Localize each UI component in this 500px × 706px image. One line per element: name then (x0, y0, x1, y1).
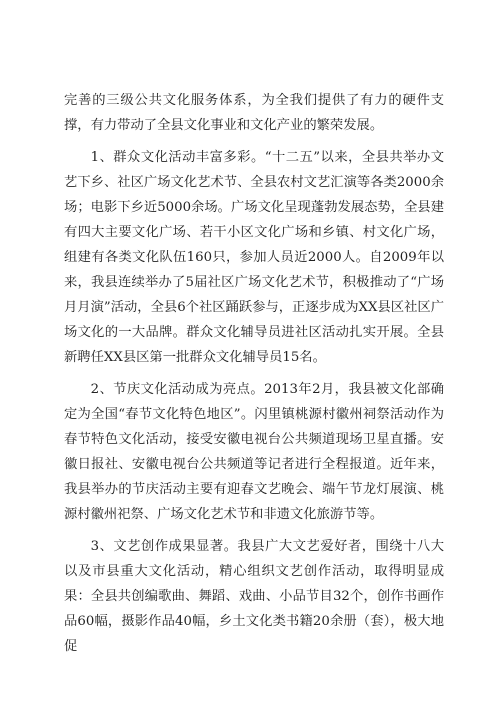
paragraph-festival-culture: 2、节庆文化活动成为亮点。2013年2月，我县被文化部确定为全国“春节文化特色地区”。闪里镇桃源村徽州祠祭活动作为春节特色文化活动，接受安徽电视台公共频道现场卫星直播。安徽日报社、安徽电视台公共频道等记者进行全程报道。近年来，我县举办的节庆活动主要有迎春文艺晚会、端午节龙灯展演、桃源村徽州祀祭、广场文化艺术节和非遗文化旅游节等。 (64, 382, 444, 522)
paragraph-art-creation: 3、文艺创作成果显著。我县广大文艺爱好者，围绕十八大以及市县重大文化活动，精心组织文艺创作活动，取得明显成果：全县共创编歌曲、舞蹈、戏曲、小品节目32个，创作书画作品60幅，摄影作品40幅，乡土文化类书籍20余册（套），极大地促 (64, 539, 444, 654)
paragraph-mass-culture: 1、群众文化活动丰富多彩。“十二五”以来，全县共举办文艺下乡、社区广场文化艺术节、全县农村文艺汇演等各类2000余场；电影下乡近5000余场。广场文化呈现蓬勃发展态势，全县建有四大主要文化广场、若干小区文化广场和乡镇、村文化广场，组建有各类文化队伍160只，参加人员近2000人。自2009年以来，我县连续举办了5届社区广场文化艺术节，积极推动了“广场月月演”活动，全县6个社区踊跃参与，正逐步成为XX县区社区广场文化的一大品牌。群众文化辅导员进社区活动扎实开展。全县新聘任XX县区第一批群众文化辅导员15名。 (64, 150, 444, 365)
paragraph-continuation: 完善的三级公共文化服务体系，为全我们提供了有力的硬件支撑，有力带动了全县文化事业和文化产业的繁荣发展。 (64, 93, 444, 133)
document-body (64, 88, 444, 659)
